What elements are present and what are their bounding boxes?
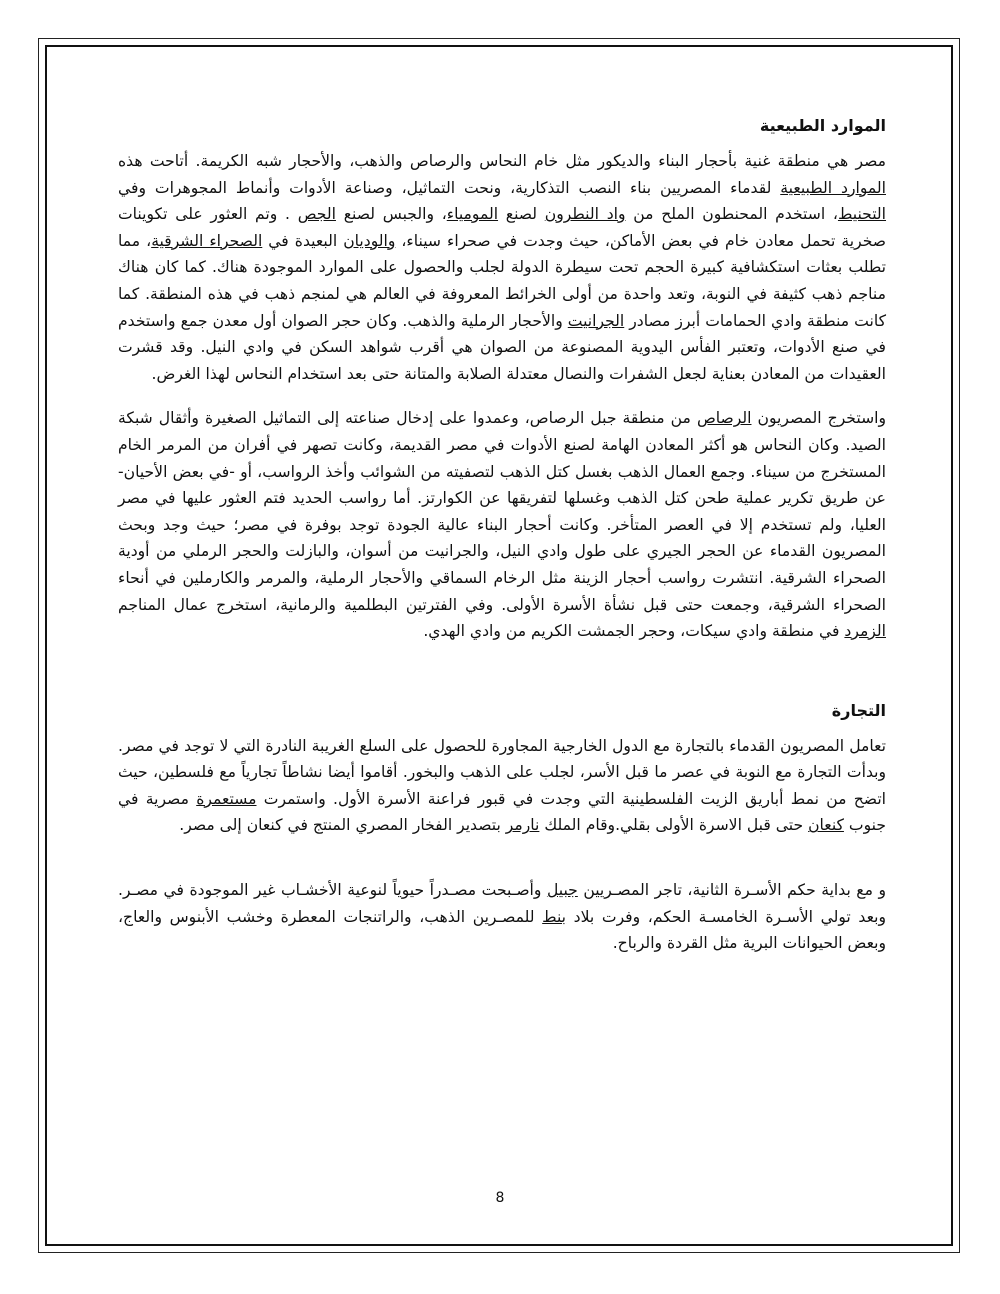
text-span: من منطقة جبل الرصاص، وعمدوا على إدخال صناعته إلى التماثيل الصغيرة وأثقال شبكة الصيد. وكان النحاس هو أكثر المعادن الهامة لصنع الأدوات في مصر القديمة، وكانت تصهر في أفران من المرمر الخام المستخرج من سيناء. وجمع العمال الذهب بغسل كتل الذهب لتصفيته من الشوائب وأخذ الرواسب، أو -في بعض الأحيان- عن طريق تكرير عملية طحن كتل الذهب وغسلها لتفريقها عن الكوارتز. أما رواسب الحديد فتم العثور عليها في مصر العليا، ولم تستخدم إلا في العصر المتأخر. وكانت أحجار البناء عالية الجودة توجد بوفرة في مصر؛ حيث وجد وبحث المصريون القدماء عن الحجر الجيري على طول وادي النيل، والجرانيت من أسوان، والبازلت والحجر الرملي من أودية الصحراء الشرقية. انتشرت رواسب أحجار الزينة مثل الرخام السماقي والأحجار الرملية، والمرمر والكارملين في أنحاء الصحراء الشرقية، وجمعت حتى قبل نشأة الأسرة الأولى. وفي الفترتين البطلمية والرمانية، استخرج عمال المناجم: [118, 409, 886, 614]
underlined-term: والوديان: [343, 231, 396, 250]
underlined-term: بنط: [542, 907, 567, 926]
underlined-term: الصحراء الشرقية: [151, 231, 263, 250]
section-heading-natural-resources: الموارد الطبيعية: [759, 116, 886, 135]
text-span: حتى قبل الاسرة الأولى بقلي.وقام الملك: [539, 816, 809, 835]
text-span: في منطقة وادي سيكات، وحجر الجمشت الكريم من وادي الهدي.: [423, 622, 845, 641]
underlined-term: الزمرد: [844, 622, 886, 641]
underlined-term: الرصاص: [696, 409, 752, 428]
text-span: تعامل المصريون القدماء بالتجارة مع الدول الخارجية المجاورة للحصول على السلع الغريبة النادرة التي لا توجد في مصر. وبدأت التجارة مع النوبة في عصر ما قبل الأسر، لجلب على الذهب والبخور. أقاموا أيضا نشاطاً تجارياً مع فلسطين، حيث اتضح من نمط أباريق الزيت الفلسطينية التي وجدت في قبور فراعنة الأسرة الأول. واستمرت: [118, 736, 887, 808]
text-span: البعيدة في: [262, 231, 344, 250]
underlined-term: الجص: [297, 205, 336, 224]
underlined-term: المومياء: [446, 205, 499, 224]
text-span: ، والجبس لصنع: [335, 205, 447, 224]
paragraph-second-dynasty: [118, 877, 886, 957]
page-number: 8: [495, 1190, 505, 1206]
paragraph-natural-resources: [118, 148, 886, 387]
document-body: [118, 112, 886, 957]
text-span: مصرية في جنوب: [118, 789, 886, 835]
text-span: والأحجار الرملية والذهب. وكان حجر الصوان أول معدن جمع واستخدم في صنع الأدوات، وتعتبر الفأس اليدوية المصنوعة من الصوان هي أقرب شواهد السكن في وادي النيل. وقد قشرت العقيدات من المعادن بعناية لجعل الشفرات والنصال معتدلة الصلابة والمتانة حتى بعد استخدام النحاس لهذا الغرض.: [118, 311, 886, 383]
text-span: و مع بداية حكم الأسـرة الثانية، تاجر المصـريين: [577, 881, 886, 900]
underlined-term: التحنيط: [837, 205, 887, 224]
text-span: لقدماء المصريين بناء النصب التذكارية، ونحت التماثيل، وصناعة الأدوات وأنماط المجوهرات وفي: [118, 178, 781, 197]
text-span: بتصدير الفخار المصري المنتج في كنعان إلى مصر.: [179, 816, 506, 835]
text-span: واستخرج المصريون: [751, 409, 886, 428]
text-span: لصنع: [498, 205, 545, 224]
paragraph-trade: [118, 733, 886, 839]
text-span: وأصـبحت مصـدراً حيوياً لنوعية الأخشـاب غير الموجودة في مصـر. وبعد تولي الأسـرة الخامسـة الحكم، وفرت بلاد: [118, 881, 886, 926]
text-span: ، استخدم المحنطون الملح من: [625, 205, 838, 224]
text-span: للمصـرين الذهب، والراتنجات المعطرة وخشب الأبنوس والعاج، وبعض الحيوانات البرية مثل القردة والرباح.: [118, 907, 886, 953]
paragraph-metals: [118, 405, 886, 644]
underlined-term: مستعمرة: [196, 789, 257, 808]
underlined-term: الجرانيت: [567, 311, 625, 330]
underlined-term: جبيل: [546, 881, 578, 900]
underlined-term: نارمر: [505, 816, 540, 835]
underlined-term: كنعان: [808, 816, 844, 835]
text-span: ، مما تطلب بعثات استكشافية كبيرة الحجم تحت سيطرة الدولة لجلب والحصول على الموارد الموجودة هناك. كما كان هناك مناجم ذهب كثيفة في النوبة، وتعد واحدة من أولى الخرائط المعروفة في العالم هي لمنجم ذهب في هذه المنطقة. كما كانت منطقة وادي الحمامات أبرز مصادر: [118, 231, 886, 330]
underlined-term: واد النطرون: [544, 205, 626, 224]
section-heading-trade: التجارة: [831, 700, 886, 720]
text-span: . وتم العثور على تكوينات صخرية تحمل معادن خام في بعض الأماكن، حيث وجدت في صحراء سيناء،: [118, 205, 887, 250]
underlined-term: الموارد الطبيعية: [780, 178, 886, 197]
text-span: مصر هي منطقة غنية بأحجار البناء والديكور مثل خام النحاس والرصاص والذهب، والأحجار شبه الكريمة. أتاحت هذه: [118, 152, 886, 170]
